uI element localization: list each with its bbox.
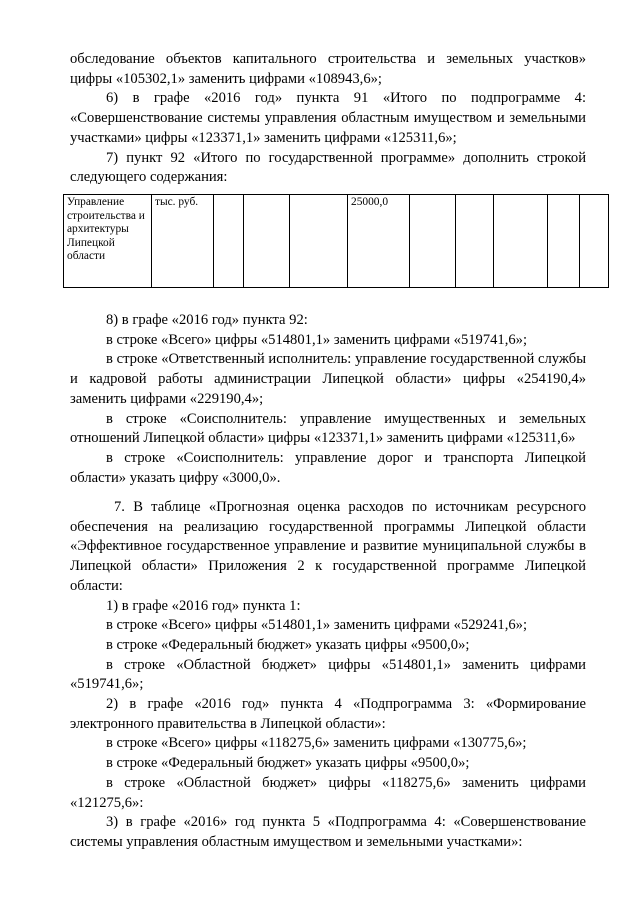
paragraph: обследование объектов капитального строительства и земельных участков» цифры «105302,1» заменить цифрами «108943,6»; (70, 51, 586, 87)
paragraph: в строке «Областной бюджет» цифры «514801,1» заменить цифрами «519741,6»; (70, 656, 586, 693)
table-cell (290, 195, 348, 288)
table-cell: тыс. руб. (152, 195, 214, 288)
paragraph: в строке «Областной бюджет» цифры «118275,6» заменить цифрами «121275,6»: (70, 774, 586, 811)
table-cell (580, 195, 609, 288)
table-cell (214, 195, 244, 288)
paragraph-block-2 (70, 311, 586, 488)
table-cell (494, 195, 548, 288)
paragraph: 6) в графе «2016 год» пункта 91 «Итого по подпрограмме 4: «Совершенствование системы управления областным имуществом и земельными участками» цифры «123371,1» заменить цифрами «125311,6»; (70, 90, 586, 146)
paragraph: 3) в графе «2016» год пункта 5 «Подпрограмма 4: «Совершенствование системы управления областным имуществом и земельными участками»: (70, 814, 586, 850)
paragraph: в строке «Всего» цифры «514801,1» заменить цифрами «529241,6»; (106, 617, 528, 634)
paragraph: 8) в графе «2016 год» пункта 92: (106, 312, 308, 328)
table-cell (548, 195, 580, 288)
paragraph: 2) в графе «2016 год» пункта 4 «Подпрограмма 3: «Формирование электронного правительства в Липецкой области»: (70, 696, 586, 732)
paragraph: в строке «Соисполнитель: управление дорог и транспорта Липецкой области» указать цифру «3000,0». (70, 449, 586, 486)
paragraph: в строке «Ответственный исполнитель: управление государственной службы и кадровой работы администрации Липецкой области» цифры «254190,4» заменить цифрами «229190,4»; (70, 351, 586, 407)
paragraph: в строке «Всего» цифры «118275,6» заменить цифрами «130775,6»; (106, 735, 527, 752)
paragraph: в строке «Федеральный бюджет» указать цифры «9500,0»; (106, 755, 470, 772)
paragraph: в строке «Федеральный бюджет» указать цифры «9500,0»; (106, 636, 470, 653)
addition-table (63, 194, 609, 288)
table-cell (244, 195, 290, 288)
paragraph: 1) в графе «2016 год» пункта 1: (106, 597, 301, 614)
table-row (64, 195, 609, 288)
paragraph-block-1 (70, 50, 586, 188)
paragraph-block-3 (70, 498, 586, 853)
table-cell: Управление строительства и архитектуры Липецкой области (64, 195, 152, 288)
table-cell (410, 195, 456, 288)
table-cell (456, 195, 494, 288)
paragraph: в строке «Всего» цифры «514801,1» заменить цифрами «519741,6»; (106, 331, 528, 348)
paragraph: в строке «Соисполнитель: управление имущественных и земельных отношений Липецкой области» цифры «123371,1» заменить цифрами «125311,6» (70, 410, 586, 447)
paragraph: 7) пункт 92 «Итого по государственной программе» дополнить строкой следующего содержания: (70, 149, 586, 186)
paragraph: 7. В таблице «Прогнозная оценка расходов по источникам ресурсного обеспечения на реализацию государственной программы Липецкой области «Эффективное государственное управление и развитие муниципальной службы в Липецкой области» Приложения 2 к государственной программе Липецкой области: (70, 499, 586, 594)
table-cell: 25000,0 (348, 195, 410, 288)
